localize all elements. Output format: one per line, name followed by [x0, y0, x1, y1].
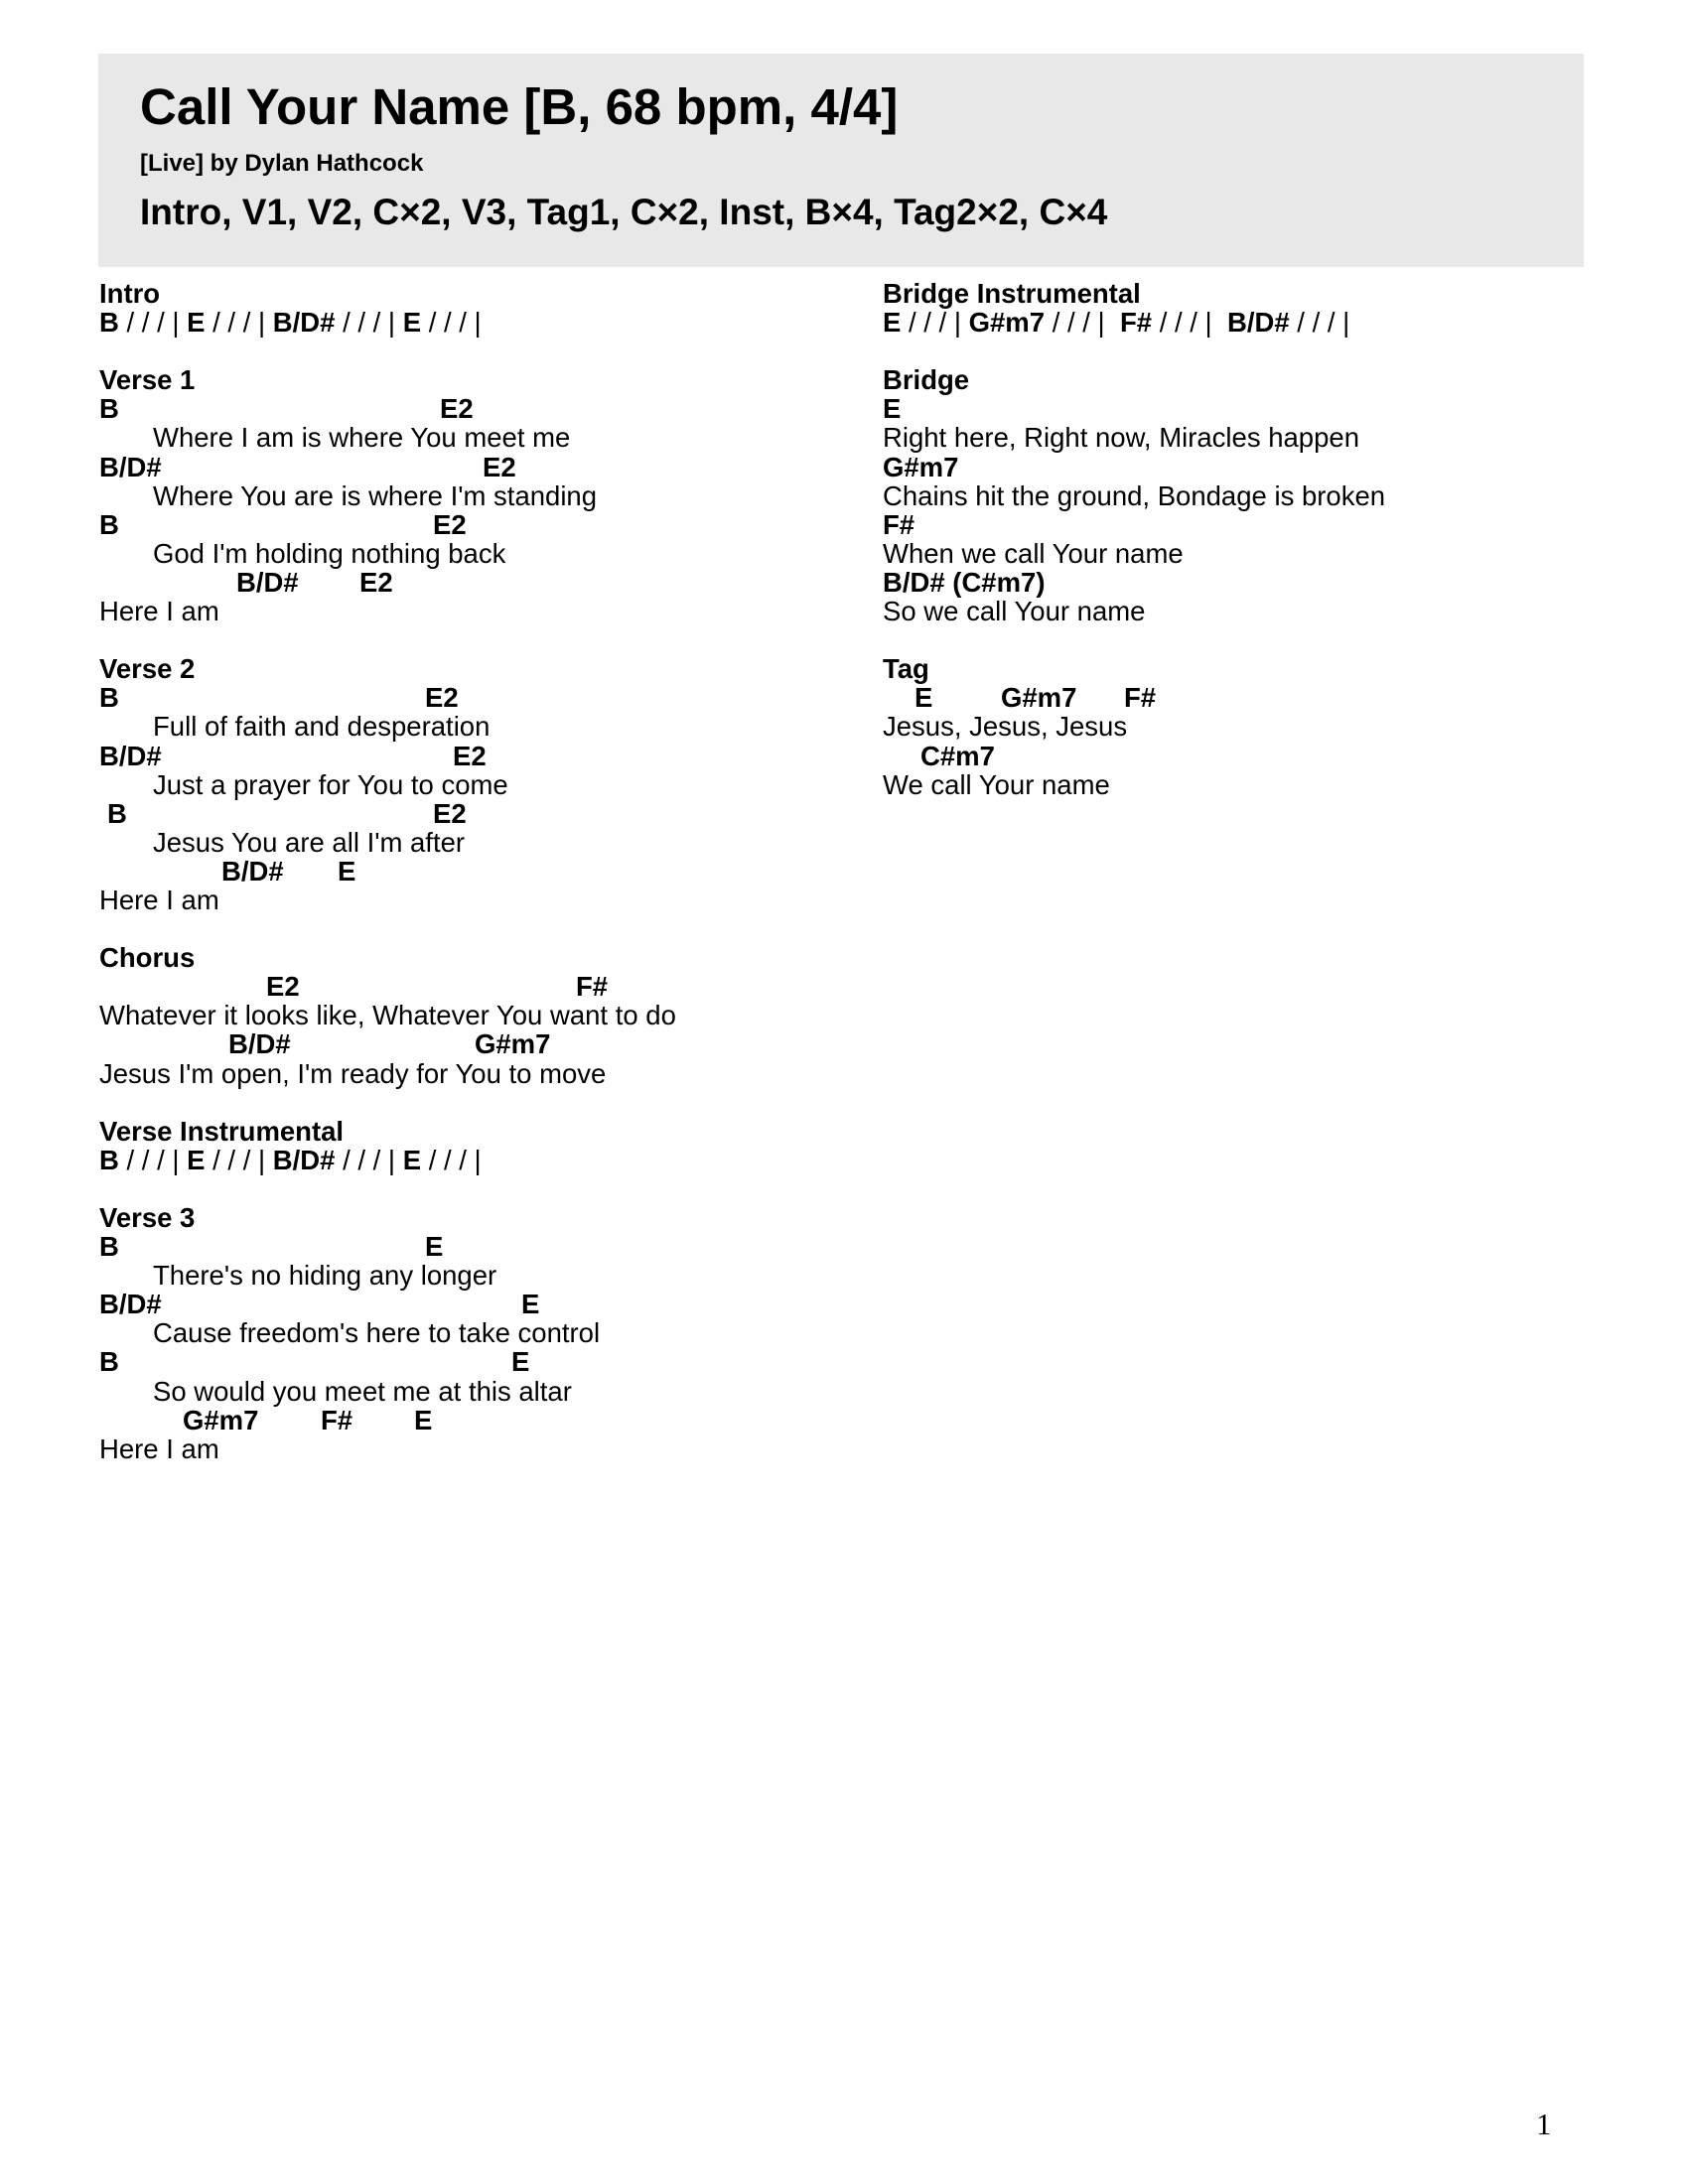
- chord: B: [99, 307, 119, 339]
- right-column: [883, 279, 1637, 828]
- lyric-line: We call Your name: [883, 768, 1110, 800]
- chord: F#: [1124, 682, 1157, 714]
- chord-bar-line: E / / / | G#m7 / / / | F# / / / | B/D# / / / |: [883, 307, 1350, 339]
- section-bridge-instrumental: [883, 279, 1637, 337]
- lyric-line: Right here, Right now, Miracles happen: [883, 422, 1359, 454]
- song-arrangement: Intro, V1, V2, C×2, V3, Tag1, C×2, Inst, B×4, Tag2×2, C×4: [140, 192, 1108, 232]
- chord: B/D#: [99, 740, 162, 771]
- chord: B/D#: [99, 1289, 162, 1320]
- section-title: Intro: [99, 278, 161, 309]
- chord-line: [99, 742, 854, 770]
- section-intro: [99, 279, 854, 337]
- chord: G#m7: [475, 1028, 551, 1060]
- chord: B: [99, 1144, 119, 1175]
- chord-bar-line: B / / / | E / / / | B/D# / / / | E / / / |: [99, 1144, 482, 1175]
- song-title: Call Your Name [B, 68 bpm, 4/4]: [140, 78, 899, 135]
- section-title: Bridge: [883, 364, 970, 396]
- lyric-line: Full of faith and desperation: [153, 711, 491, 743]
- chord: G#m7: [968, 307, 1046, 339]
- chord-line: [883, 742, 1637, 770]
- lyric-line: Jesus You are all I'm after: [153, 826, 466, 858]
- section-title: Chorus: [99, 942, 196, 974]
- chord: C#m7: [920, 740, 995, 771]
- lyric-line: Just a prayer for You to come: [153, 768, 508, 800]
- chord: E: [883, 393, 902, 425]
- chord: E2: [483, 451, 516, 482]
- lyric-line: Jesus I'm open, I'm ready for You to move: [99, 1057, 607, 1089]
- song-subtitle: [Live] by Dylan Hathcock: [140, 150, 424, 177]
- chord: E: [338, 855, 356, 887]
- chord-line: [883, 394, 1637, 423]
- lyric-line: Chains hit the ground, Bondage is broken: [883, 479, 1386, 511]
- chord: B/D#: [1227, 307, 1290, 339]
- chord-line: [99, 1406, 854, 1434]
- chord: E2: [359, 566, 393, 598]
- chord: B: [99, 508, 119, 540]
- lyric-line: Here I am: [99, 1433, 219, 1464]
- chord-line: [99, 683, 854, 712]
- chord: B: [99, 682, 119, 714]
- chord: B: [99, 1346, 119, 1378]
- section-verse-3: [99, 1203, 854, 1463]
- chord: B: [99, 1231, 119, 1263]
- chord-line: [99, 568, 854, 597]
- section-title: Verse 1: [99, 364, 196, 396]
- section-chorus: [99, 943, 854, 1087]
- chord-line: [883, 510, 1637, 539]
- chord: E: [883, 307, 902, 339]
- chord: B/D#: [99, 451, 162, 482]
- lyric-line: God I'm holding nothing back: [153, 537, 506, 569]
- chord: E: [425, 1231, 444, 1263]
- section-title: Verse 2: [99, 653, 196, 685]
- chord: G#m7: [883, 451, 959, 482]
- chord-line: [99, 1232, 854, 1261]
- chord-line: [99, 453, 854, 481]
- lyric-line: Here I am: [99, 884, 219, 915]
- chord: G#m7: [183, 1404, 259, 1435]
- section-bridge: [883, 365, 1637, 625]
- chord: E: [402, 307, 422, 339]
- chord: E2: [440, 393, 474, 425]
- chord: E2: [266, 971, 300, 1003]
- lyric-line: When we call Your name: [883, 537, 1184, 569]
- chord: E2: [425, 682, 459, 714]
- chord: E: [914, 682, 933, 714]
- chord: B/D# (C#m7): [883, 566, 1046, 598]
- lyric-line: So would you meet me at this altar: [153, 1375, 572, 1407]
- chord: B/D#: [236, 566, 299, 598]
- lyric-line: Jesus, Jesus, Jesus: [883, 711, 1128, 743]
- section-verse-1: [99, 365, 854, 625]
- chord-line: [99, 510, 854, 539]
- chord: G#m7: [1001, 682, 1077, 714]
- lyric-line: Where You are is where I'm standing: [153, 479, 598, 511]
- chord: E: [187, 1144, 206, 1175]
- section-title: Verse Instrumental: [99, 1115, 345, 1147]
- lyric-line: There's no hiding any longer: [153, 1260, 497, 1292]
- chord: E2: [433, 797, 467, 829]
- chord-line: [883, 683, 1637, 712]
- chord: B/D#: [221, 855, 284, 887]
- lyric-line: Here I am: [99, 596, 219, 627]
- page-number: 1: [1536, 2107, 1552, 2141]
- section-title: Bridge Instrumental: [883, 278, 1141, 309]
- chord: B: [107, 797, 127, 829]
- chord-line: [99, 857, 854, 886]
- chord-line: [99, 1290, 854, 1318]
- section-tag: [883, 654, 1637, 798]
- chord: B/D#: [272, 1144, 336, 1175]
- chord-line: [883, 568, 1637, 597]
- chord: F#: [321, 1404, 353, 1435]
- chord: E: [521, 1289, 540, 1320]
- chord-line: [99, 799, 854, 828]
- chord: F#: [576, 971, 609, 1003]
- chord-bar-line: B / / / | E / / / | B/D# / / / | E / / / |: [99, 307, 482, 339]
- lyric-line: Where I am is where You meet me: [153, 422, 571, 454]
- section-title: Verse 3: [99, 1202, 196, 1233]
- chord: E: [414, 1404, 433, 1435]
- lyric-line: Whatever it looks like, Whatever You want to do: [99, 1000, 676, 1031]
- section-title: Tag: [883, 653, 929, 685]
- chord: E2: [433, 508, 467, 540]
- chord: B/D#: [228, 1028, 291, 1060]
- chord: F#: [883, 508, 915, 540]
- chord: E: [402, 1144, 422, 1175]
- chord: E2: [453, 740, 487, 771]
- chord-line: [99, 394, 854, 423]
- section-verse-2: [99, 654, 854, 914]
- song-header: [98, 54, 1584, 267]
- chord-line: [99, 972, 854, 1001]
- chord: B: [99, 393, 119, 425]
- chord: E: [511, 1346, 530, 1378]
- chord: E: [187, 307, 206, 339]
- chord-line: [99, 1347, 854, 1376]
- chord: B/D#: [272, 307, 336, 339]
- left-column: [99, 279, 854, 1492]
- lyric-line: Cause freedom's here to take control: [153, 1317, 601, 1349]
- chord-line: [883, 453, 1637, 481]
- chord: F#: [1119, 307, 1153, 339]
- chord-line: [99, 1029, 854, 1058]
- section-verse-instrumental: [99, 1117, 854, 1174]
- lyric-line: So we call Your name: [883, 596, 1146, 627]
